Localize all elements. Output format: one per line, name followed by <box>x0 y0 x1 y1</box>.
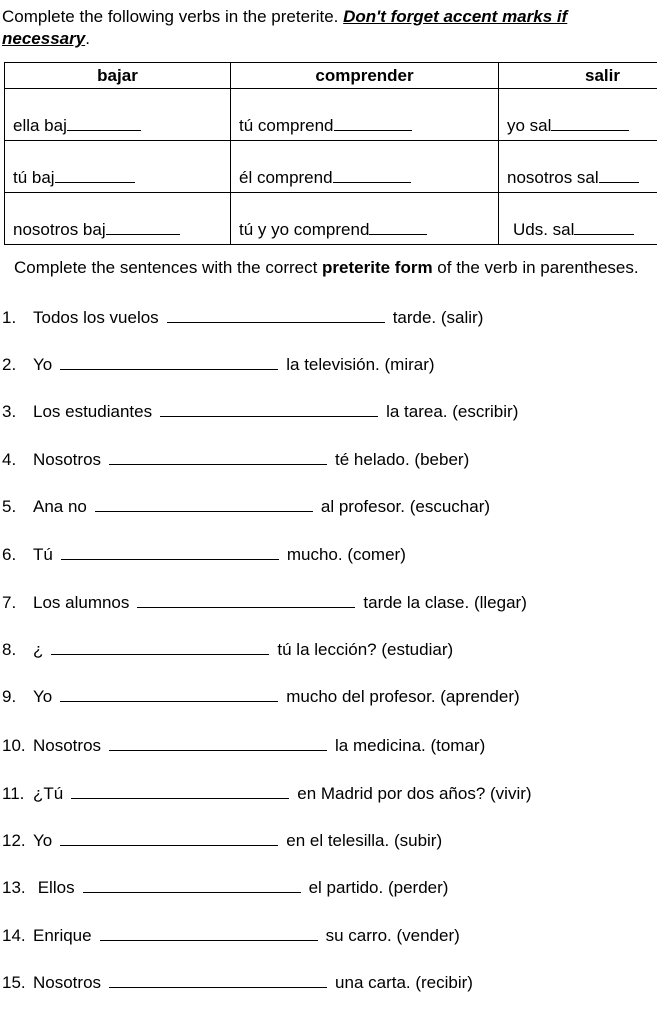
item-number: 3. <box>2 402 17 421</box>
table-cell: nosotros baj <box>13 220 106 239</box>
table-row <box>5 193 657 245</box>
sentence-item <box>2 640 453 660</box>
answer-blank[interactable] <box>60 831 278 846</box>
item-number: 6. <box>2 545 17 564</box>
item-prefix: Nosotros <box>33 973 102 992</box>
sentence-item <box>2 402 518 422</box>
instruction-text: Complete the sentences with the correct <box>14 258 323 277</box>
item-suffix: la medicina. (tomar) <box>335 736 486 755</box>
header-text: Complete the following verbs in the preterite. <box>2 7 344 26</box>
table-row <box>5 89 657 141</box>
table-cell: nosotros sal <box>507 168 599 187</box>
item-prefix: ¿ <box>33 640 44 659</box>
answer-blank[interactable] <box>551 116 629 131</box>
item-prefix: Nosotros <box>33 450 102 469</box>
item-suffix: el partido. (perder) <box>308 878 449 897</box>
item-number: 12. <box>2 831 26 850</box>
item-suffix: té helado. (beber) <box>335 450 470 469</box>
answer-blank[interactable] <box>83 878 301 893</box>
sentence-item <box>2 973 473 993</box>
item-number: 15. <box>2 973 26 992</box>
item-suffix: mucho. (comer) <box>286 545 406 564</box>
preterite-form-label: preterite form <box>322 258 433 277</box>
answer-blank[interactable] <box>369 220 427 235</box>
instruction-tail: of the verb in parentheses. <box>432 258 639 277</box>
item-prefix: Ana no <box>33 497 87 516</box>
item-suffix: la televisión. (mirar) <box>286 355 435 374</box>
answer-blank[interactable] <box>95 497 313 512</box>
item-suffix: la tarea. (escribir) <box>386 402 519 421</box>
item-prefix: Yo <box>33 687 53 706</box>
item-number: 11. <box>2 784 25 803</box>
sentence-item <box>2 784 532 804</box>
answer-blank[interactable] <box>574 220 634 235</box>
header-comprender: comprender <box>231 63 499 89</box>
answer-blank[interactable] <box>599 168 639 183</box>
answer-blank[interactable] <box>109 736 327 751</box>
sentence-item <box>2 355 435 375</box>
answer-blank[interactable] <box>333 168 411 183</box>
sentence-item <box>2 497 490 517</box>
item-prefix: Yo <box>33 831 53 850</box>
answer-blank[interactable] <box>61 545 279 560</box>
answer-blank[interactable] <box>106 220 180 235</box>
item-number: 5. <box>2 497 17 516</box>
item-prefix: Los estudiantes <box>33 402 153 421</box>
sentence-item <box>2 450 469 470</box>
item-number: 8. <box>2 640 17 659</box>
sentence-item <box>2 878 448 898</box>
item-prefix: Nosotros <box>33 736 102 755</box>
answer-blank[interactable] <box>109 450 327 465</box>
item-prefix: Tú <box>33 545 53 564</box>
table-row <box>5 141 657 193</box>
answer-blank[interactable] <box>60 355 278 370</box>
item-suffix: en Madrid por dos años? (vivir) <box>297 784 532 803</box>
item-prefix: Todos los vuelos <box>33 308 159 327</box>
accent-note: Don't forget accent marks if <box>343 7 568 26</box>
item-number: 2. <box>2 355 17 374</box>
answer-blank[interactable] <box>67 116 141 131</box>
answer-blank[interactable] <box>160 402 378 417</box>
item-prefix: Los alumnos <box>33 593 130 612</box>
item-prefix: Yo <box>33 355 53 374</box>
sentence-item <box>2 308 483 328</box>
sentence-item <box>2 687 520 707</box>
answer-blank[interactable] <box>167 308 385 323</box>
item-prefix: Enrique <box>33 926 92 945</box>
item-number: 4. <box>2 450 17 469</box>
item-number: 1. <box>2 308 17 327</box>
conjugation-table <box>4 62 657 245</box>
answer-blank[interactable] <box>71 784 289 799</box>
table-cell: yo sal <box>507 116 552 135</box>
item-number: 13. <box>2 878 26 897</box>
instructions-header <box>2 6 657 50</box>
item-suffix: mucho del profesor. (aprender) <box>286 687 520 706</box>
header-period: . <box>85 29 90 48</box>
item-suffix: su carro. (vender) <box>325 926 460 945</box>
header-salir: salir <box>499 63 657 89</box>
header-bajar: bajar <box>5 63 231 89</box>
table-cell: Uds. sal <box>513 220 575 239</box>
sentence-item <box>2 831 442 851</box>
answer-blank[interactable] <box>137 593 355 608</box>
item-suffix: tú la lección? (estudiar) <box>277 640 454 659</box>
table-cell: tú y yo comprend <box>239 220 370 239</box>
item-suffix: tarde. (salir) <box>392 308 484 327</box>
sentence-item <box>2 926 460 946</box>
item-suffix: una carta. (recibir) <box>335 973 473 992</box>
item-prefix: Ellos <box>33 878 75 897</box>
item-suffix: al profesor. (escuchar) <box>320 497 491 516</box>
answer-blank[interactable] <box>51 640 269 655</box>
table-cell: él comprend <box>239 168 333 187</box>
item-suffix: tarde la clase. (llegar) <box>363 593 527 612</box>
table-cell: tú comprend <box>239 116 334 135</box>
item-number: 9. <box>2 687 17 706</box>
sentence-item <box>2 545 406 565</box>
table-header-row <box>5 63 657 89</box>
sentence-instructions <box>14 258 639 278</box>
item-prefix: ¿Tú <box>33 784 64 803</box>
item-suffix: en el telesilla. (subir) <box>286 831 443 850</box>
necessary-word: necessary <box>2 29 86 48</box>
item-number: 10. <box>2 736 26 755</box>
answer-blank[interactable] <box>60 687 278 702</box>
table-cell: ella baj <box>13 116 67 135</box>
answer-blank[interactable] <box>100 926 318 941</box>
item-number: 14. <box>2 926 26 945</box>
sentence-item <box>2 593 527 613</box>
answer-blank[interactable] <box>55 168 135 183</box>
table-cell: tú baj <box>13 168 55 187</box>
item-number: 7. <box>2 593 17 612</box>
sentence-item <box>2 736 485 756</box>
answer-blank[interactable] <box>109 973 327 988</box>
answer-blank[interactable] <box>334 116 412 131</box>
